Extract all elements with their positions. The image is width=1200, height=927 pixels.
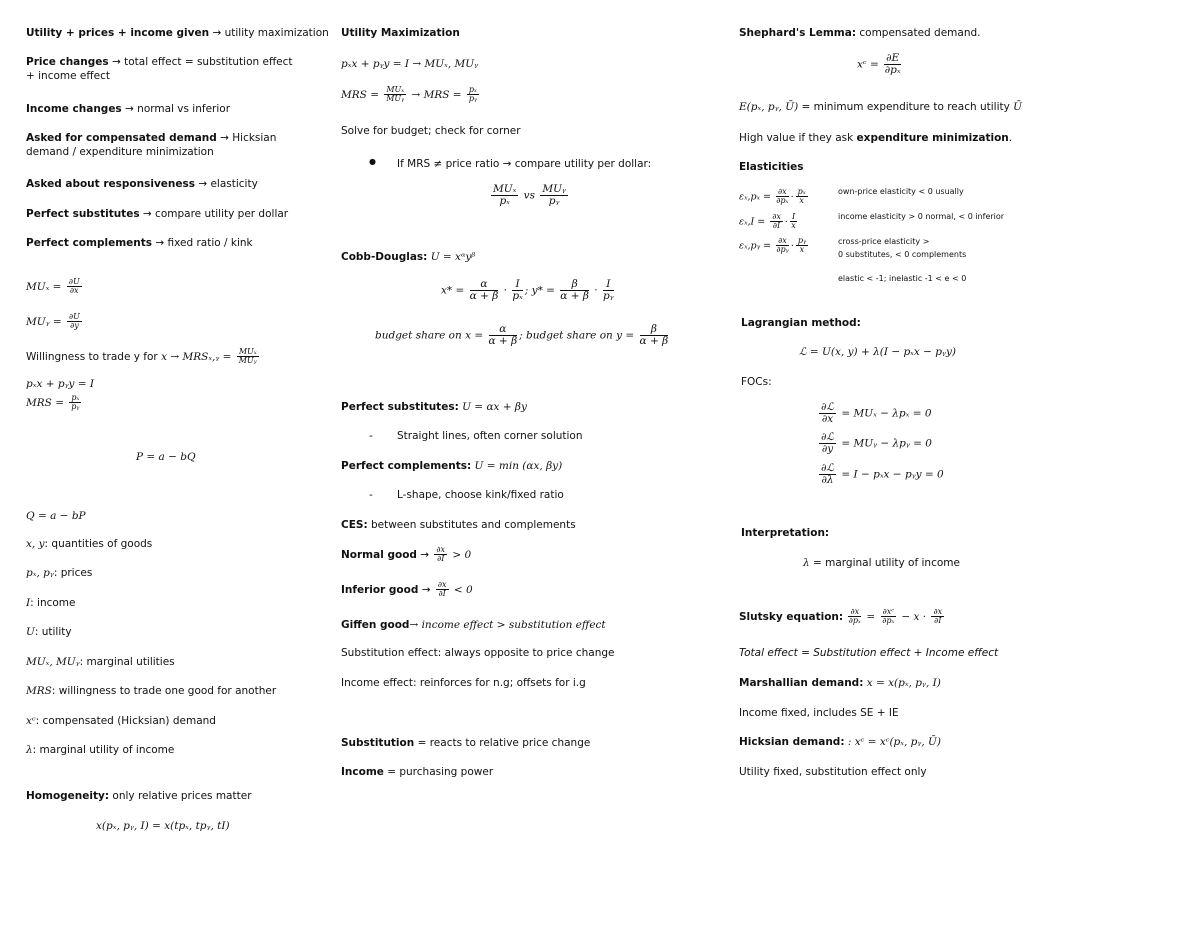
note-utility-fixed: Utility fixed, substitution effect only (739, 766, 927, 778)
fraction: $\frac{\partial U}{\partial y}$ (69, 312, 80, 331)
def-compensated-demand: xᶜ: compensated (Hicksian) demand (26, 715, 216, 727)
eq-budget: pₓx + pᵧy = I (26, 378, 95, 390)
note-elastic-range: elastic < -1; inelastic -1 < e < 0 (838, 274, 967, 283)
note-cross-price-2: 0 substitutes, < 0 complements (838, 250, 967, 259)
fraction: $\frac{\text{pₓ}}{\text{pᵧ}}$ (468, 85, 477, 104)
fraction: $\frac{I}{\text{pᵧ}}$ (602, 278, 614, 303)
note-high-value: High value if they ask expenditure minimization. (739, 132, 1013, 144)
def-expenditure-function: E(pₓ, pᵧ, Ū) = minimum expenditure to reach utility Ū (739, 101, 1023, 113)
eq-mrs-condition: MRS = $\frac{\text{MUₓ}}{\text{MUᵧ}}$ → MRS = $\frac{\text{pₓ}}{\text{pᵧ}}$ (341, 85, 477, 104)
note-marshallian: Marshallian demand: x = x(pₓ, pᵧ, I) (739, 677, 941, 689)
eq-interpretation: λ = marginal utility of income (803, 557, 960, 569)
def-mrs: MRS: willingness to trade one good for another (26, 685, 277, 697)
note-income-changes: Income changes → normal vs inferior (26, 103, 231, 115)
note-income: Income = purchasing power (341, 766, 494, 778)
fraction: $\frac{\text{∂ℒ}}{\partial y}$ (821, 431, 834, 456)
fraction: $\frac{\partial x}{\text{∂pₓ}}$ (848, 607, 861, 626)
eq-income-elasticity: εₓ,I = $\frac{\partial x}{\partial I}$ · $\frac{I}{x}$ (739, 212, 796, 231)
fraction: $\frac{\alpha}{\alpha + \beta}$ (488, 323, 518, 348)
eq-mux: MUₓ = $\frac{\partial U}{\partial x}$ (26, 277, 80, 296)
eq-foc-y: $\frac{\text{∂ℒ}}{\partial y}$ = MUᵧ − λpᵧ = 0 (821, 431, 932, 456)
fraction: $\frac{\text{MUₓ}}{\text{MUᵧ}}$ (386, 85, 405, 104)
note-compensated-demand: Asked for compensated demand → Hicksian demand / expenditure minimization (26, 132, 277, 159)
section-title-utility-max: Utility Maximization (341, 27, 460, 39)
eq-cross-price-elasticity: εₓ,pᵧ = $\frac{\partial x}{\text{∂pᵧ}}$ · $\frac{\text{pᵧ}}{x}$ (739, 236, 806, 255)
eq-muy: MUᵧ = $\frac{\partial U}{\partial y}$ (26, 312, 80, 331)
section-title-interpretation: Interpretation: (741, 527, 830, 539)
fraction: $\frac{\text{MUₓ}}{\text{MUᵧ}}$ (238, 347, 257, 366)
note-giffen-good: Giffen good→ income effect > substitution effect (341, 619, 606, 631)
fraction: $\frac{I}{x}$ (791, 212, 796, 231)
def-lambda: λ: marginal utility of income (26, 744, 175, 756)
fraction: $\frac{\partial x}{\partial I}$ (933, 607, 943, 626)
note-solve-budget: Solve for budget; check for corner (341, 125, 521, 137)
note-ces: CES: between substitutes and complements (341, 519, 576, 531)
note-hicksian: Hicksian demand: : xᶜ = xᶜ(pₓ, pᵧ, Ū) (739, 736, 941, 748)
eq-inverse-demand: P = a − bQ (136, 451, 196, 463)
fraction: $\frac{\partial x}{\text{∂pₓ}}$ (776, 187, 789, 206)
note-inferior-good: Inferior good → $\frac{\partial x}{\partial I}$ < 0 (341, 580, 473, 599)
note-cobb-douglas: Cobb-Douglas: U = xᵅyᵝ (341, 251, 476, 263)
note-perfect-complements: Perfect complements → fixed ratio / kink (26, 237, 253, 249)
fraction: $\frac{\text{∂ℒ}}{\partial x}$ (821, 401, 834, 426)
bullet-icon: ● (369, 157, 376, 166)
eq-slutsky: Slutsky equation: $\frac{\partial x}{\text{∂pₓ}}$ = $\frac{\text{∂xᶜ}}{\text{∂pₓ}}$ − x · $\frac{\partial x}{\partial I}$ (739, 607, 943, 626)
eq-homogeneity: x(pₓ, pᵧ, I) = x(tpₓ, tpᵧ, tI) (96, 820, 230, 832)
fraction: $\frac{\partial x}{\partial I}$ (436, 545, 446, 564)
note-homogeneity: Homogeneity: only relative prices matter (26, 790, 252, 802)
note-shephards-lemma: Shephard's Lemma: compensated demand. (739, 27, 981, 39)
def-marginal-utilities: MUₓ, MUᵧ: marginal utilities (26, 656, 175, 668)
def-income: I: income (26, 597, 76, 609)
eq-utility-per-dollar: $\frac{\text{MUₓ}}{\text{pₓ}}$ vs $\frac{\text{MUᵧ}}{\text{pᵧ}}$ (493, 183, 566, 208)
eq-foc-x: $\frac{\text{∂ℒ}}{\partial x}$ = MUₓ − λpₓ = 0 (821, 401, 932, 426)
note-price-changes: Price changes → total effect = substitution effect + income effect (26, 56, 293, 83)
eq-foc-lambda: $\frac{\text{∂ℒ}}{\partial\lambda}$ = I − pₓx − pᵧy = 0 (821, 462, 944, 487)
note-substitution-effect: Substitution effect: always opposite to price change (341, 647, 615, 659)
fraction: $\frac{\text{pᵧ}}{x}$ (797, 236, 806, 255)
note-perfect-substitutes-utility: Perfect substitutes: U = αx + βy (341, 401, 527, 413)
eq-budget-shares: budget share on x = $\frac{\alpha}{\alpha + \beta}$ ; budget share on y = $\frac{\beta}{\alpha + \beta}$ (375, 323, 669, 348)
note-total-effect: Total effect = Substitution effect + Income effect (739, 647, 999, 659)
fraction: $\frac{\partial x}{\partial I}$ (772, 212, 781, 231)
fraction: $\frac{\beta}{\alpha + \beta}$ (639, 323, 669, 348)
note-perfect-substitutes: Perfect substitutes → compare utility per dollar (26, 208, 289, 220)
note-income-fixed: Income fixed, includes SE + IE (739, 707, 899, 719)
section-title-lagrangian: Lagrangian method: (741, 317, 861, 329)
fraction: $\frac{\partial x}{\text{∂pᵧ}}$ (776, 236, 789, 255)
eq-mrs: MRS = $\frac{\text{pₓ}}{\text{pᵧ}}$ (26, 393, 80, 412)
note-normal-good: Normal good → $\frac{\partial x}{\partial I}$ > 0 (341, 545, 472, 564)
fraction: $\frac{\text{MUᵧ}}{\text{pᵧ}}$ (542, 183, 566, 208)
note-own-price: own-price elasticity < 0 usually (838, 187, 964, 196)
def-prices: pₓ, pᵧ: prices (26, 567, 93, 579)
section-title-elasticities: Elasticities (739, 161, 804, 173)
fraction: $\frac{\text{pₓ}}{\text{pᵧ}}$ (71, 393, 80, 412)
note-responsiveness: Asked about responsiveness → elasticity (26, 178, 258, 190)
fraction: $\frac{\beta}{\alpha + \beta}$ (560, 278, 589, 303)
note-income-effect: Income effect: reinforces for n.g; offsets for i.g (341, 677, 586, 689)
fraction: $\frac{I}{\text{pₓ}}$ (512, 278, 523, 303)
eq-shephards-lemma: xᶜ = $\frac{\partial E}{\text{∂pₓ}}$ (857, 52, 901, 77)
eq-demand: Q = a − bP (26, 510, 86, 522)
def-quantities: x, y: quantities of goods (26, 538, 153, 550)
note-cross-price-1: cross-price elasticity > (838, 237, 930, 246)
def-utility: U: utility (26, 626, 72, 638)
eq-own-price-elasticity: εₓ,pₓ = $\frac{\partial x}{\text{∂pₓ}}$ · $\frac{\text{pₓ}}{x}$ (739, 187, 806, 206)
eq-willingness-to-trade: Willingness to trade y for x → MRSₓ,ᵧ = $\frac{\text{MUₓ}}{\text{MUᵧ}}$ (26, 347, 257, 366)
fraction: $\frac{\partial E}{\text{∂pₓ}}$ (884, 52, 901, 77)
eq-budget-mu: pₓx + pᵧy = I → MUₓ, MUᵧ (341, 58, 479, 70)
fraction: $\frac{\text{∂xᶜ}}{\text{∂pₓ}}$ (882, 607, 895, 626)
fraction: $\frac{\text{∂ℒ}}{\partial\lambda}$ (821, 462, 834, 487)
eq-lagrangian: ℒ = U(x, y) + λ(I − pₓx − pᵧy) (799, 346, 956, 358)
note-income-elasticity: income elasticity > 0 normal, < 0 inferior (838, 212, 1005, 221)
note-substitution: Substitution = reacts to relative price change (341, 737, 591, 749)
fraction: $\frac{\partial x}{\partial I}$ (437, 580, 447, 599)
fraction: $\frac{\text{pₓ}}{x}$ (797, 187, 806, 206)
fraction: $\frac{\alpha}{\alpha + \beta}$ (469, 278, 499, 303)
label-focs: FOCs: (741, 376, 772, 388)
fraction: $\frac{\partial U}{\partial x}$ (68, 277, 80, 296)
note-utility-max: Utility + prices + income given → utility maximization (26, 27, 329, 39)
eq-cobb-douglas-demands: x* = $\frac{\alpha}{\alpha + \beta}$ · $\frac{I}{\text{pₓ}}$ ; y* = $\frac{\beta}{\alpha + \beta}$ · $\frac{I}{\text{pᵧ}}$ (441, 278, 614, 303)
fraction: $\frac{\text{MUₓ}}{\text{pₓ}}$ (493, 183, 517, 208)
note-perfect-complements-utility: Perfect complements: U = min (αx, βy) (341, 460, 563, 472)
